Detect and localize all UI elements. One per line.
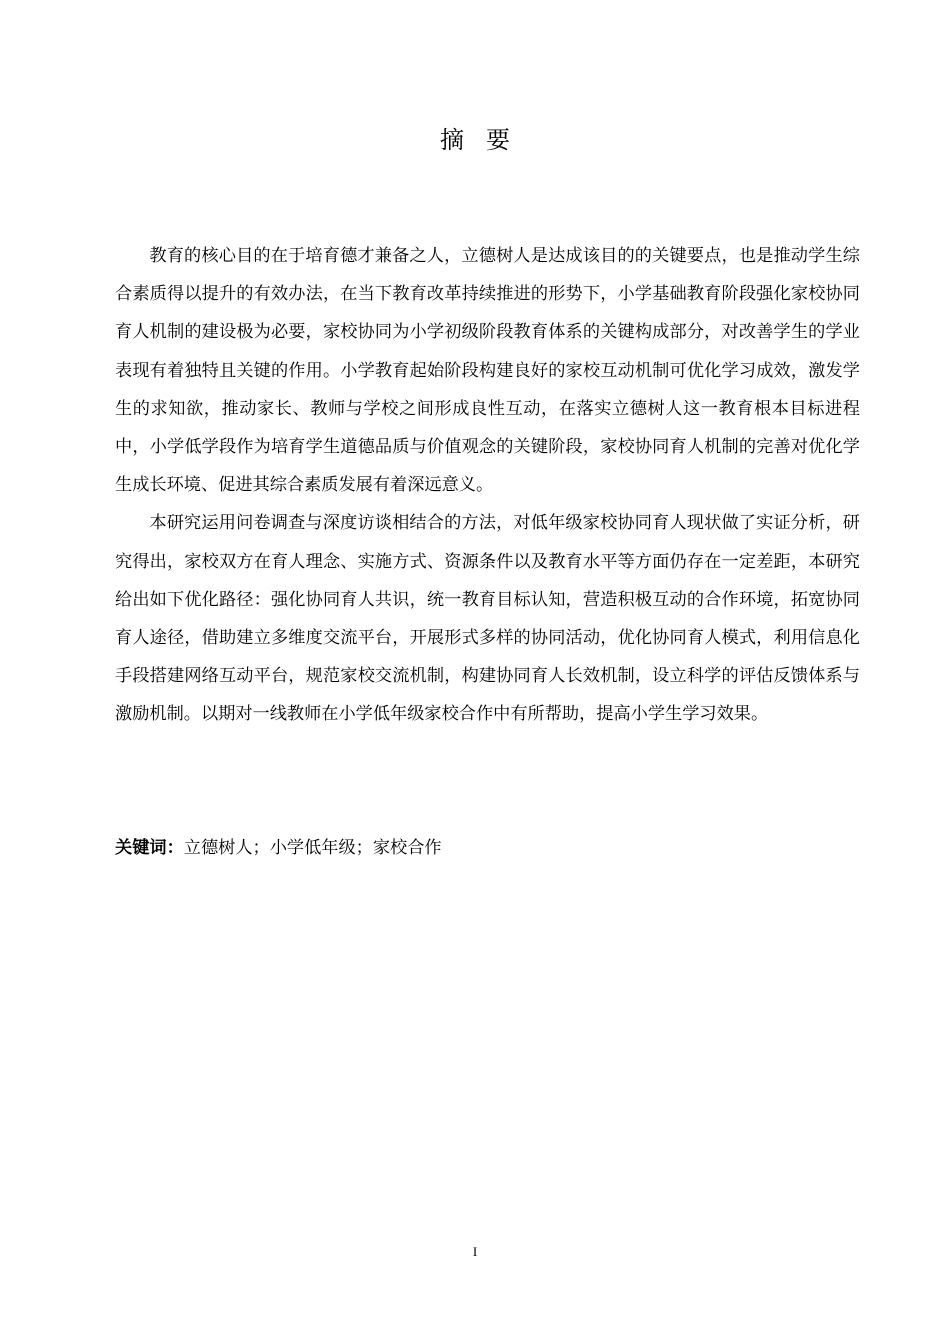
abstract-paragraph-2: 本研究运用问卷调查与深度访谈相结合的方法，对低年级家校协同育人现状做了实证分析，研究得出，家校双方在育人理念、实施方式、资源条件以及教育水平等方面仍存在一定差距，本研究给出如下优化路径：强化协同育人共识，统一教育目标认知，营造积极互动的合作环境，拓宽协同育人途径，借助建立多维度交流平台，开展形式多样的协同活动，优化协同育人模式，利用信息化手段搭建网络互动平台，规范家校交流机制，构建协同育人长效机制，设立科学的评估反馈体系与激励机制。以期对一线教师在小学低年级家校合作中有所帮助，提高小学生学习效果。: [115, 513, 860, 725]
page-title: 摘要: [440, 126, 532, 154]
page-number: I: [472, 1244, 478, 1259]
abstract-body: [115, 237, 860, 734]
keywords-label: 关键词：: [115, 838, 184, 858]
keywords-value: 立德树人；小学低年级；家校合作: [183, 838, 442, 858]
abstract-paragraph-1: 教育的核心目的在于培育德才兼备之人，立德树人是达成该目的的关键要点，也是推动学生综合素质得以提升的有效办法，在当下教育改革持续推进的形势下，小学基础教育阶段强化家校协同育人机制的建设极为必要，家校协同为小学初级阶段教育体系的关键构成部分，对改善学生的学业表现有着独特且关键的作用。小学教育起始阶段构建良好的家校互动机制可优化学习成效，激发学生的求知欲，推动家长、教师与学校之间形成良性互动，在落实立德树人这一教育根本目标进程中，小学低学段作为培育学生道德品质与价值观念的关键阶段，家校协同育人机制的完善对优化学生成长环境、促进其综合素质发展有着深远意义。: [115, 246, 860, 496]
keywords-line: [115, 830, 860, 866]
